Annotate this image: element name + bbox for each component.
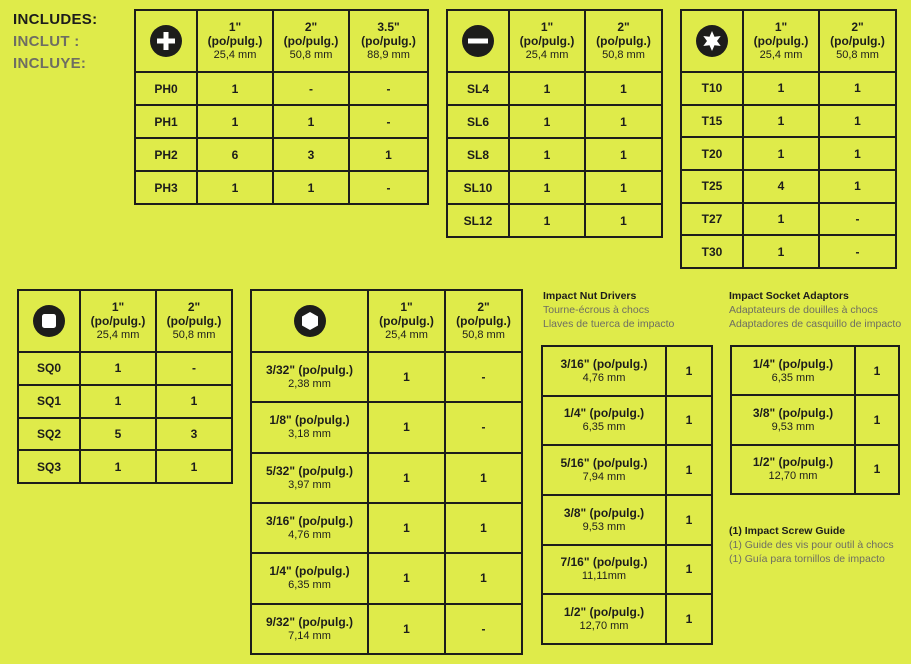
qty-cell: 1 xyxy=(509,171,585,204)
includes-en: INCLUDES: xyxy=(13,11,98,28)
nut-drivers-caption xyxy=(543,289,674,331)
qty-cell: 1 xyxy=(273,105,349,138)
table-row xyxy=(18,450,232,483)
qty-cell: 1 xyxy=(197,171,273,204)
row-label: SL4 xyxy=(447,72,509,105)
table-row xyxy=(447,171,662,204)
table-row xyxy=(731,445,899,494)
row-label: T25 xyxy=(681,170,743,203)
qty-cell: 1 xyxy=(445,553,522,603)
table-row xyxy=(681,235,896,268)
table-row xyxy=(681,72,896,105)
table-row xyxy=(681,105,896,138)
table-row xyxy=(251,352,522,402)
table-row xyxy=(251,604,522,654)
qty-cell: 1 xyxy=(743,105,819,138)
qty-cell: 1 xyxy=(666,495,712,545)
row-label: T20 xyxy=(681,137,743,170)
qty-cell: 1 xyxy=(368,503,445,553)
col-header: 1" (po/pulg.) 25,4 mm xyxy=(509,10,585,72)
row-label: PH0 xyxy=(135,72,197,105)
qty-cell: 1 xyxy=(819,170,896,203)
size-cell: 5/16" (po/pulg.) 7,94 mm xyxy=(542,445,666,495)
table-row xyxy=(251,553,522,603)
qty-cell: 1 xyxy=(368,604,445,654)
qty-cell: 1 xyxy=(666,545,712,595)
qty-cell: 1 xyxy=(666,396,712,446)
hex-recess-icon xyxy=(293,304,327,338)
table-row xyxy=(542,346,712,396)
slotted-icon-cell xyxy=(447,10,509,72)
row-label: PH3 xyxy=(135,171,197,204)
qty-cell: 4 xyxy=(743,170,819,203)
qty-cell: 1 xyxy=(509,138,585,171)
row-label: SQ0 xyxy=(18,352,80,385)
qty-cell: 1 xyxy=(197,105,273,138)
qty-cell: 1 xyxy=(80,385,156,418)
row-label: T27 xyxy=(681,203,743,236)
qty-cell: 1 xyxy=(585,105,662,138)
col-header: 1" (po/pulg.) 25,4 mm xyxy=(197,10,273,72)
qty-cell: 1 xyxy=(666,346,712,396)
size-cell: 1/4" (po/pulg.) 6,35 mm xyxy=(542,396,666,446)
table-row xyxy=(135,72,428,105)
qty-cell: 1 xyxy=(509,72,585,105)
qty-cell: 3 xyxy=(273,138,349,171)
screw-guide-fr: (1) Guide des vis pour outil à chocs xyxy=(729,539,894,551)
square-icon-cell xyxy=(18,290,80,352)
screw-guide-es: (1) Guía para tornillos de impacto xyxy=(729,553,885,565)
hex-table xyxy=(250,289,523,655)
includes-fr: INCLUT : xyxy=(13,33,80,50)
table-row xyxy=(681,170,896,203)
qty-cell: 1 xyxy=(368,453,445,503)
torx-icon-cell xyxy=(681,10,743,72)
qty-cell: 1 xyxy=(349,138,428,171)
row-label: SQ2 xyxy=(18,418,80,451)
col-header: 2" (po/pulg.) 50,8 mm xyxy=(156,290,232,352)
qty-cell: 1 xyxy=(585,171,662,204)
qty-cell: 1 xyxy=(743,203,819,236)
qty-cell: 1 xyxy=(666,445,712,495)
table-row xyxy=(251,402,522,452)
qty-cell: 1 xyxy=(855,445,899,494)
row-label: T30 xyxy=(681,235,743,268)
size-cell: 1/2" (po/pulg.) 12,70 mm xyxy=(542,594,666,644)
table-row xyxy=(542,396,712,446)
qty-cell: - xyxy=(819,235,896,268)
socket-adaptors-es: Adaptadores de casquillo de impacto xyxy=(729,318,902,330)
socket-adaptors-fr: Adaptateurs de douilles à chocs xyxy=(729,304,878,316)
square-table xyxy=(17,289,233,484)
nut-drivers-fr: Tourne-écrous à chocs xyxy=(543,304,650,316)
socket-adaptors-caption xyxy=(729,289,901,331)
torx-star-icon xyxy=(695,24,729,58)
qty-cell: - xyxy=(273,72,349,105)
qty-cell: 1 xyxy=(445,503,522,553)
socket-adaptors-title: Impact Socket Adaptors xyxy=(729,290,849,302)
row-label: 3/16" (po/pulg.) 4,76 mm xyxy=(251,503,368,553)
qty-cell: - xyxy=(349,105,428,138)
table-row xyxy=(251,453,522,503)
size-cell: 3/8" (po/pulg.) 9,53 mm xyxy=(542,495,666,545)
qty-cell: 1 xyxy=(819,72,896,105)
qty-cell: 1 xyxy=(819,137,896,170)
nut-drivers-es: Llaves de tuerca de impacto xyxy=(543,318,675,330)
table-row xyxy=(135,171,428,204)
qty-cell: 1 xyxy=(156,385,232,418)
qty-cell: 1 xyxy=(666,594,712,644)
qty-cell: 1 xyxy=(80,352,156,385)
table-row xyxy=(18,418,232,451)
table-row xyxy=(135,105,428,138)
table-row xyxy=(18,352,232,385)
table-row xyxy=(135,138,428,171)
table-row xyxy=(447,204,662,237)
row-label: SL6 xyxy=(447,105,509,138)
table-row xyxy=(681,137,896,170)
qty-cell: 1 xyxy=(585,204,662,237)
qty-cell: 1 xyxy=(819,105,896,138)
includes-es: INCLUYE: xyxy=(13,55,87,72)
row-label: SL8 xyxy=(447,138,509,171)
col-header: 2" (po/pulg.) 50,8 mm xyxy=(585,10,662,72)
size-cell: 3/16" (po/pulg.) 4,76 mm xyxy=(542,346,666,396)
row-label: SL10 xyxy=(447,171,509,204)
qty-cell: 6 xyxy=(197,138,273,171)
screw-guide-caption xyxy=(729,524,894,566)
qty-cell: 1 xyxy=(368,352,445,402)
qty-cell: 5 xyxy=(80,418,156,451)
qty-cell: 1 xyxy=(368,553,445,603)
size-cell: 1/2" (po/pulg.) 12,70 mm xyxy=(731,445,855,494)
hex-icon-cell xyxy=(251,290,368,352)
screw-guide-title: (1) Impact Screw Guide xyxy=(729,525,846,537)
table-row xyxy=(447,105,662,138)
phillips-icon-cell xyxy=(135,10,197,72)
table-row xyxy=(447,72,662,105)
nut-drivers-table xyxy=(541,345,713,645)
table-row xyxy=(18,385,232,418)
col-header: 1" (po/pulg.) 25,4 mm xyxy=(80,290,156,352)
col-header: 1" (po/pulg.) 25,4 mm xyxy=(743,10,819,72)
table-row xyxy=(731,395,899,444)
row-label: 1/4" (po/pulg.) 6,35 mm xyxy=(251,553,368,603)
qty-cell: 1 xyxy=(585,138,662,171)
qty-cell: 1 xyxy=(197,72,273,105)
table-row xyxy=(542,594,712,644)
qty-cell: 1 xyxy=(445,453,522,503)
torx-table xyxy=(680,9,897,269)
table-row xyxy=(447,138,662,171)
qty-cell: 1 xyxy=(855,346,899,395)
col-header: 3.5" (po/pulg.) 88,9 mm xyxy=(349,10,428,72)
row-label: T15 xyxy=(681,105,743,138)
row-label: PH2 xyxy=(135,138,197,171)
qty-cell: - xyxy=(819,203,896,236)
row-label: PH1 xyxy=(135,105,197,138)
qty-cell: 1 xyxy=(509,204,585,237)
phillips-table xyxy=(134,9,429,205)
qty-cell: 1 xyxy=(855,395,899,444)
col-header: 2" (po/pulg.) 50,8 mm xyxy=(445,290,522,352)
table-row xyxy=(731,346,899,395)
table-row xyxy=(681,203,896,236)
phillips-plus-icon xyxy=(149,24,183,58)
qty-cell: - xyxy=(349,72,428,105)
col-header: 2" (po/pulg.) 50,8 mm xyxy=(819,10,896,72)
includes-heading xyxy=(13,9,97,75)
qty-cell: 1 xyxy=(509,105,585,138)
row-label: SQ3 xyxy=(18,450,80,483)
row-label: T10 xyxy=(681,72,743,105)
row-label: 1/8" (po/pulg.) 3,18 mm xyxy=(251,402,368,452)
row-label: 3/32" (po/pulg.) 2,38 mm xyxy=(251,352,368,402)
size-cell: 7/16" (po/pulg.) 11,11mm xyxy=(542,545,666,595)
qty-cell: 1 xyxy=(743,72,819,105)
qty-cell: 1 xyxy=(585,72,662,105)
slotted-minus-icon xyxy=(461,24,495,58)
qty-cell: 1 xyxy=(273,171,349,204)
row-label: SL12 xyxy=(447,204,509,237)
qty-cell: - xyxy=(445,402,522,452)
slotted-table xyxy=(446,9,663,238)
qty-cell: 1 xyxy=(743,235,819,268)
square-recess-icon xyxy=(32,304,66,338)
table-row xyxy=(542,545,712,595)
row-label: SQ1 xyxy=(18,385,80,418)
qty-cell: - xyxy=(445,604,522,654)
qty-cell: 1 xyxy=(368,402,445,452)
size-cell: 3/8" (po/pulg.) 9,53 mm xyxy=(731,395,855,444)
nut-drivers-title: Impact Nut Drivers xyxy=(543,290,637,302)
col-header: 2" (po/pulg.) 50,8 mm xyxy=(273,10,349,72)
col-header: 1" (po/pulg.) 25,4 mm xyxy=(368,290,445,352)
qty-cell: - xyxy=(349,171,428,204)
qty-cell: - xyxy=(445,352,522,402)
qty-cell: 3 xyxy=(156,418,232,451)
qty-cell: 1 xyxy=(743,137,819,170)
row-label: 5/32" (po/pulg.) 3,97 mm xyxy=(251,453,368,503)
qty-cell: - xyxy=(156,352,232,385)
socket-adaptors-table xyxy=(730,345,900,495)
qty-cell: 1 xyxy=(156,450,232,483)
table-row xyxy=(542,495,712,545)
row-label: 9/32" (po/pulg.) 7,14 mm xyxy=(251,604,368,654)
table-row xyxy=(251,503,522,553)
qty-cell: 1 xyxy=(80,450,156,483)
size-cell: 1/4" (po/pulg.) 6,35 mm xyxy=(731,346,855,395)
table-row xyxy=(542,445,712,495)
